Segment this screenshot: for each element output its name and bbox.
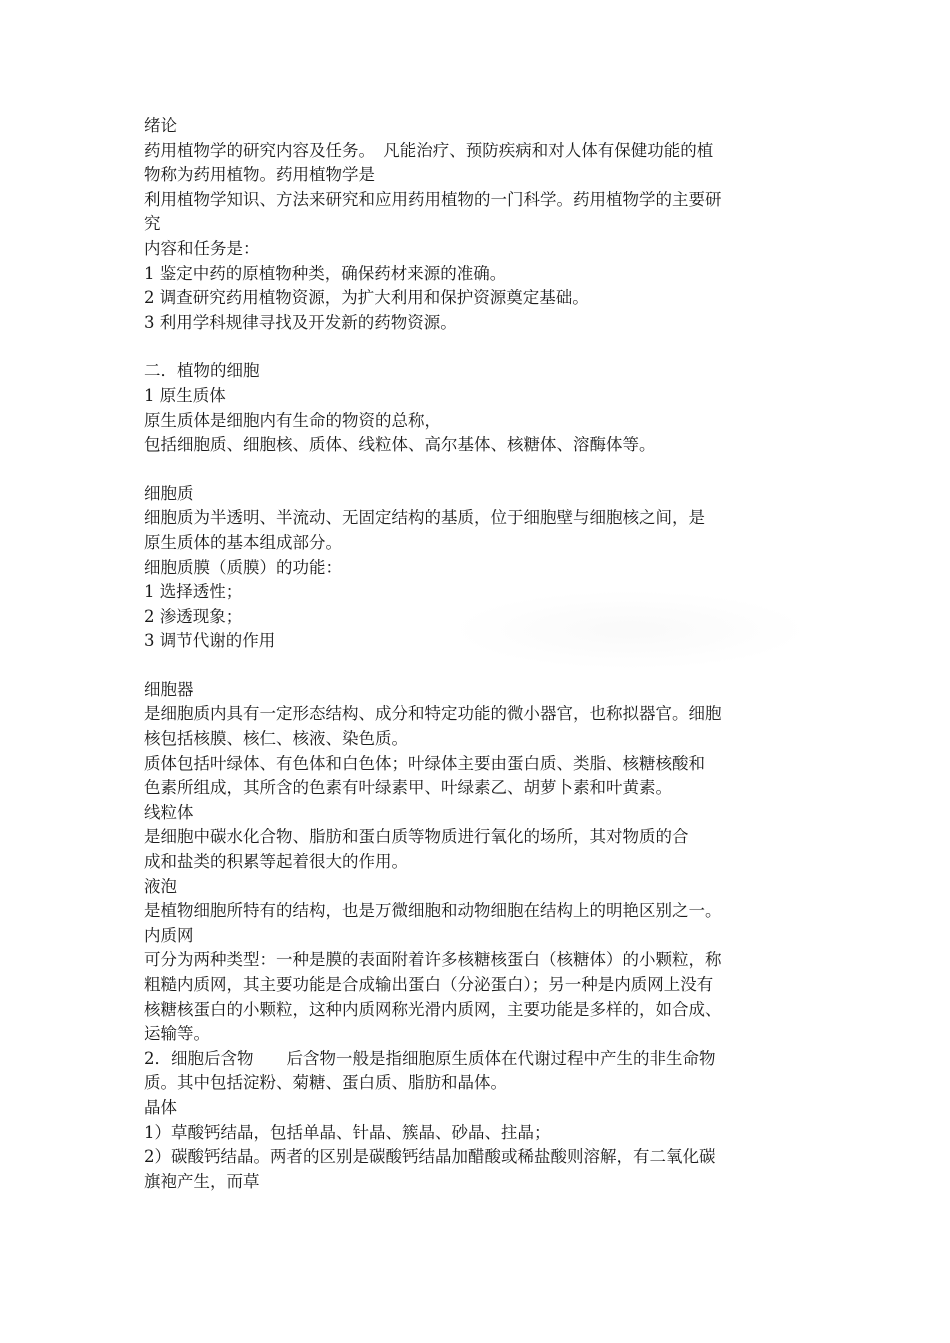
text-line: 可分为两种类型：一种是膜的表面附着许多核糖核蛋白（核糖体）的小颗粒，称: [144, 950, 722, 970]
text-line: 2．细胞后含物 后含物一般是指细胞原生质体在代谢过程中产生的非生命物: [144, 1048, 716, 1068]
text-line: 色素所组成，其所含的色素有叶绿素甲、叶绿素乙、胡萝卜素和叶黄素。: [144, 778, 672, 798]
text-line: 晶体: [144, 1097, 177, 1117]
text-line: 3 调节代谢的作用: [144, 631, 276, 651]
text-line: 究: [144, 214, 161, 234]
text-line: 是植物细胞所特有的结构，也是万微细胞和动物细胞在结构上的明艳区别之一。: [144, 901, 722, 921]
text-line: 内容和任务是：: [144, 238, 260, 258]
text-line: 原生质体是细胞内有生命的物资的总称，: [144, 410, 441, 430]
text-line: 运输等。: [144, 1024, 210, 1044]
document-body: [144, 114, 816, 1194]
text-line: 质。其中包括淀粉、菊糖、蛋白质、脂肪和晶体。: [144, 1073, 507, 1093]
text-line: 线粒体: [144, 802, 194, 822]
blank-line: [144, 654, 816, 678]
text-line: 利用植物学知识、方法来研究和应用药用植物的一门科学。药用植物学的主要研: [144, 189, 722, 209]
text-line: 药用植物学的研究内容及任务。 凡能治疗、预防疾病和对人体有保健功能的植: [144, 140, 714, 160]
text-line: 2 渗透现象；: [144, 606, 243, 626]
text-line: 细胞质为半透明、半流动、无固定结构的基质，位于细胞壁与细胞核之间，是: [144, 508, 705, 528]
text-line: 1 原生质体: [144, 385, 226, 405]
text-line: 质体包括叶绿体、有色体和白色体；叶绿体主要由蛋白质、类脂、核糖核酸和: [144, 753, 705, 773]
text-line: 细胞质膜（质膜）的功能：: [144, 557, 342, 577]
text-line: 是细胞质内具有一定形态结构、成分和特定功能的微小器官，也称拟器官。细胞: [144, 704, 722, 724]
text-line: 1 鉴定中药的原植物种类，确保药材来源的准确。: [144, 263, 507, 283]
text-line: 包括细胞质、细胞核、质体、线粒体、高尔基体、核糖体、溶酶体等。: [144, 435, 656, 455]
blank-line: [144, 335, 816, 359]
text-line: 细胞质: [144, 483, 194, 503]
text-line: 成和盐类的积累等起着很大的作用。: [144, 852, 408, 872]
blank-line: [144, 458, 816, 482]
text-line: 3 利用学科规律寻找及开发新的药物资源。: [144, 312, 457, 332]
text-line: 二．植物的细胞: [144, 361, 260, 381]
text-line: 绪论: [144, 116, 177, 135]
text-line: 物称为药用植物。药用植物学是: [144, 165, 375, 185]
text-line: 液泡: [144, 876, 177, 896]
text-line: 原生质体的基本组成部分。: [144, 532, 342, 552]
text-line: 核糖核蛋白的小颗粒，这种内质网称光滑内质网，主要功能是多样的，如合成、: [144, 999, 722, 1019]
text-line: 细胞器: [144, 679, 194, 699]
text-line: 旗袍产生，而草: [144, 1171, 260, 1191]
text-line: 1）草酸钙结晶，包括单晶、针晶、簇晶、砂晶、拄晶；: [144, 1122, 551, 1142]
text-line: 1 选择透性；: [144, 582, 243, 602]
text-line: 是细胞中碳水化合物、脂肪和蛋白质等物质进行氧化的场所，其对物质的合: [144, 827, 689, 847]
text-line: 2）碳酸钙结晶。两者的区别是碳酸钙结晶加醋酸或稀盐酸则溶解，有二氧化碳: [144, 1147, 716, 1167]
text-line: 2 调查研究药用植物资源，为扩大利用和保护资源奠定基础。: [144, 288, 589, 308]
text-line: 核包括核膜、核仁、核液、染色质。: [144, 729, 408, 749]
text-line: 粗糙内质网，其主要功能是合成输出蛋白（分泌蛋白）；另一种是内质网上没有: [144, 975, 714, 994]
text-line: 内质网: [144, 925, 194, 945]
